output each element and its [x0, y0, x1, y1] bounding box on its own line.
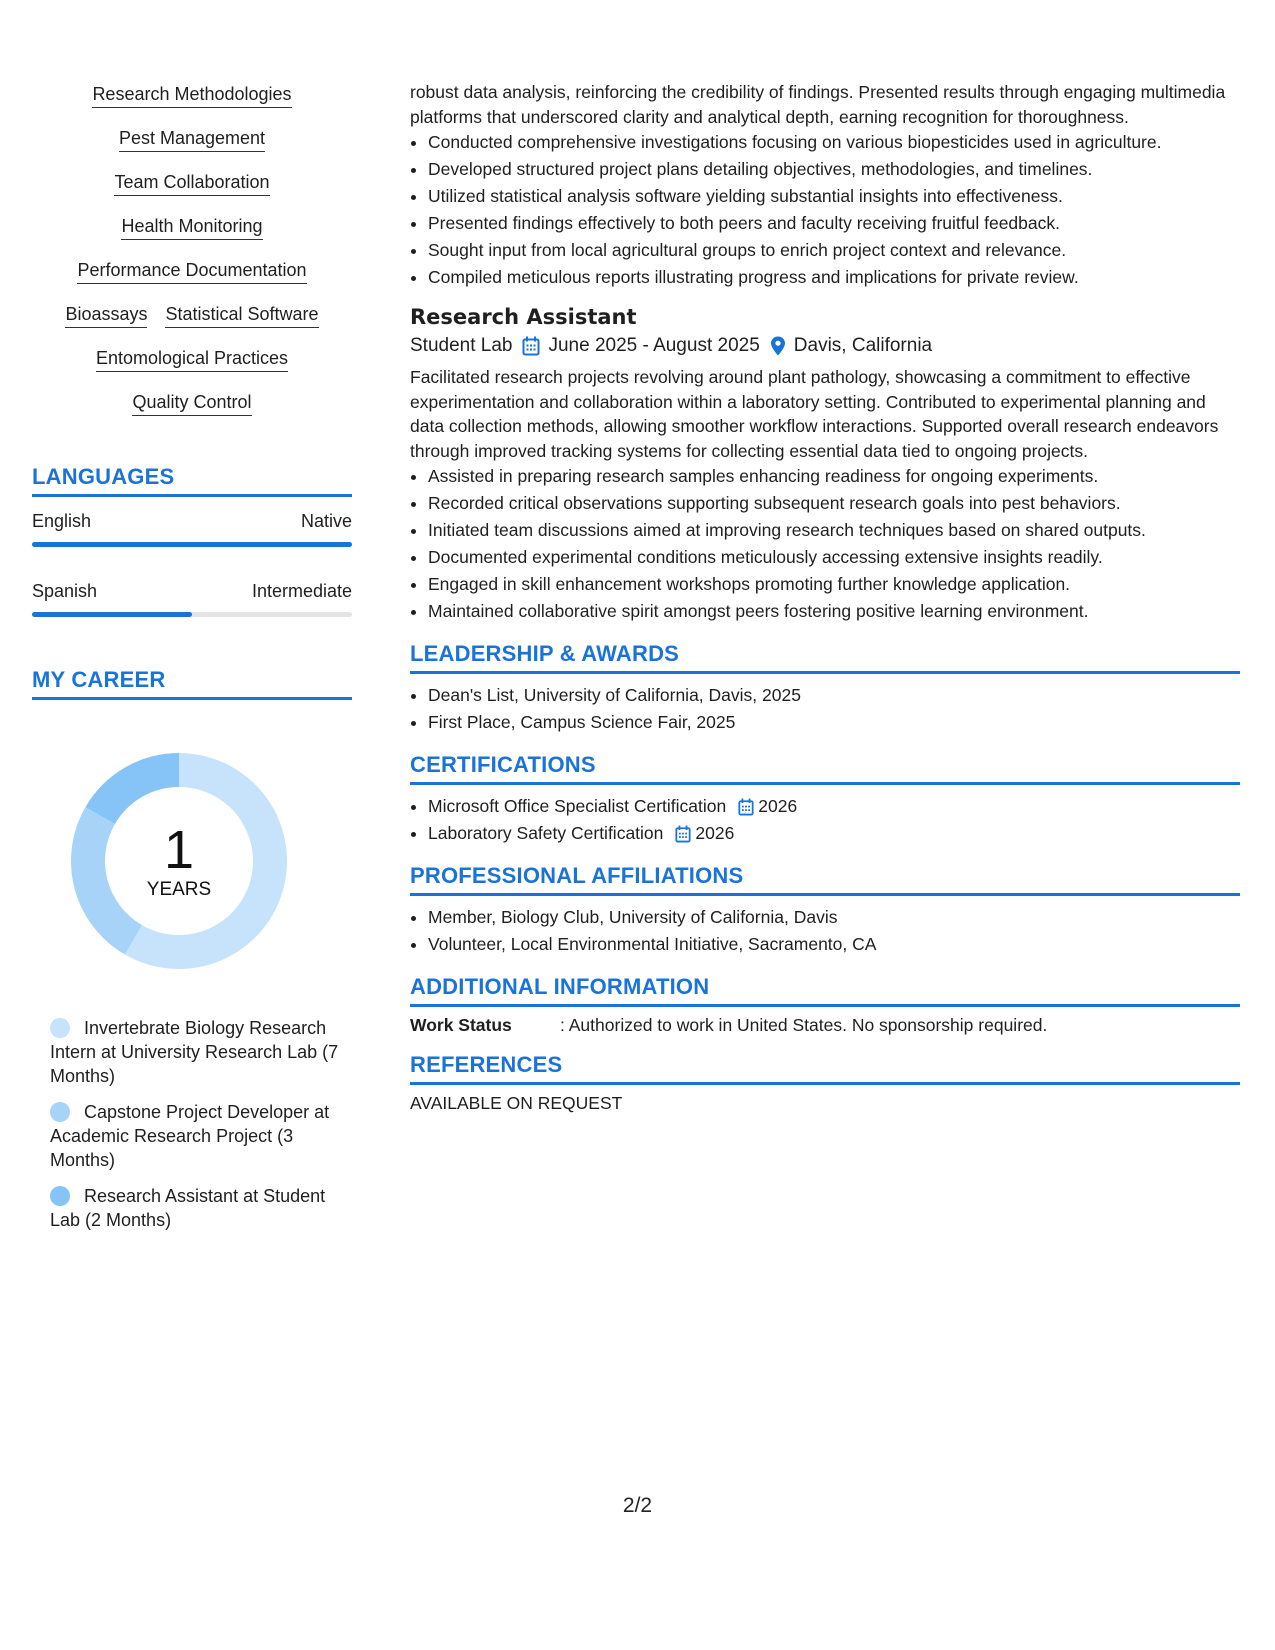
language-item	[32, 511, 352, 547]
languages-section	[32, 464, 352, 617]
experience-bullets	[410, 129, 1240, 291]
career-legend-item: Research Assistant at Student Lab (2 Months)	[50, 1186, 326, 1230]
bullet-item: • Maintained collaborative spirit amongst peers fostering positive learning environment.	[428, 598, 1240, 625]
bullet-item: • Conducted comprehensive investigations focusing on various biopesticides used in agriculture.	[428, 129, 1240, 156]
leadership-section	[410, 641, 1240, 736]
work-status-label: Work Status	[410, 1015, 512, 1035]
certification-year: 2026	[695, 823, 735, 843]
skill-tag: Statistical Software	[165, 304, 318, 328]
work-status-value: : Authorized to work in United States. No sponsorship required.	[560, 1015, 1048, 1035]
bullet-item: • Assisted in preparing research samples enhancing readiness for ongoing experiments.	[428, 463, 1240, 490]
bullet-item: • Presented findings effectively to both peers and faculty receiving fruitful feedback.	[428, 210, 1240, 237]
career-legend-item: Invertebrate Biology Research Intern at University Research Lab (7 Months)	[50, 1018, 339, 1086]
skill-row	[121, 216, 262, 240]
language-list	[32, 511, 352, 617]
career-years-label: YEARS	[146, 879, 212, 900]
language-name: Spanish	[32, 581, 98, 601]
language-bar-fill	[32, 542, 352, 547]
language-name: English	[32, 511, 92, 531]
bullet-item: • Engaged in skill enhancement workshops promoting further knowledge application.	[428, 571, 1240, 598]
additional-info-heading: ADDITIONAL INFORMATION	[410, 974, 1240, 1007]
bullet-item: • Sought input from local agricultural groups to enrich project context and relevance.	[428, 237, 1240, 264]
references-section	[410, 1052, 1240, 1114]
skill-row	[65, 304, 318, 328]
skill-tag: Team Collaboration	[114, 172, 269, 196]
calendar-icon	[522, 336, 540, 356]
certification-year: 2026	[758, 796, 798, 816]
certifications-heading: CERTIFICATIONS	[410, 752, 1240, 785]
affiliation-item: • Volunteer, Local Environmental Initiative, Sacramento, CA	[428, 931, 1240, 958]
skill-tag: Health Monitoring	[121, 216, 262, 240]
language-item	[32, 581, 352, 617]
calendar-icon	[675, 825, 691, 843]
skill-tag: Bioassays	[65, 304, 147, 328]
job-bullets	[410, 463, 1240, 625]
career-donut-chart	[64, 746, 294, 976]
affiliation-item: • Member, Biology Club, University of California, Davis	[428, 904, 1240, 931]
language-level: Native	[300, 511, 352, 531]
certification-item: • Laboratory Safety Certification 2026	[428, 820, 1240, 847]
bullet-item: • Initiated team discussions aimed at improving research techniques based on shared outputs.	[428, 517, 1240, 544]
legend-dot-icon	[50, 1186, 70, 1206]
right-column	[410, 80, 1240, 1114]
affiliations-heading: PROFESSIONAL AFFILIATIONS	[410, 863, 1240, 896]
certification-item: • Microsoft Office Specialist Certification 2026	[428, 793, 1240, 820]
award-item: • First Place, Campus Science Fair, 2025	[428, 709, 1240, 736]
affiliations-section	[410, 863, 1240, 958]
references-heading: REFERENCES	[410, 1052, 1240, 1085]
skills-list	[32, 84, 352, 436]
job-company: Student Lab	[410, 335, 513, 356]
skill-tag: Performance Documentation	[77, 260, 306, 284]
languages-heading: LANGUAGES	[32, 464, 352, 497]
skill-row	[132, 392, 251, 416]
leadership-heading: LEADERSHIP & AWARDS	[410, 641, 1240, 674]
skill-row	[96, 348, 288, 372]
bullet-item: • Utilized statistical analysis software yielding substantial insights into effectiveness.	[428, 183, 1240, 210]
career-years-number: 1	[163, 820, 195, 880]
bullet-item: • Documented experimental conditions meticulously accessing extensive insights readily.	[428, 544, 1240, 571]
skill-tag: Pest Management	[119, 128, 265, 152]
legend-dot-icon	[50, 1018, 70, 1038]
job-location: Davis, California	[793, 335, 933, 356]
additional-info-section	[410, 974, 1240, 1036]
skill-row	[92, 84, 291, 108]
skill-row	[114, 172, 269, 196]
bullet-item: • Recorded critical observations supporting subsequent research goals into pest behaviors.	[428, 490, 1240, 517]
job-dates: June 2025 - August 2025	[548, 335, 760, 356]
job-title: Research Assistant	[410, 305, 637, 329]
language-bar-fill	[32, 612, 192, 617]
skill-row	[119, 128, 265, 152]
skill-tag: Entomological Practices	[96, 348, 288, 372]
page-number: 2/2	[622, 1494, 653, 1517]
bullet-item: • Compiled meticulous reports illustrating progress and implications for private review.	[428, 264, 1240, 291]
references-text: AVAILABLE ON REQUEST	[410, 1093, 623, 1113]
career-section	[32, 667, 352, 1232]
skill-row	[77, 260, 306, 284]
language-bar	[32, 542, 352, 547]
certifications-section	[410, 752, 1240, 847]
legend-dot-icon	[50, 1102, 70, 1122]
language-bar	[32, 612, 352, 617]
career-legend	[50, 1016, 340, 1232]
calendar-icon	[738, 798, 754, 816]
location-pin-icon	[770, 336, 786, 356]
language-level: Intermediate	[251, 581, 352, 601]
left-column	[32, 84, 352, 1244]
bullet-item: • Developed structured project plans detailing objectives, methodologies, and timelines.	[428, 156, 1240, 183]
skill-tag: Research Methodologies	[92, 84, 291, 108]
skill-tag: Quality Control	[132, 392, 251, 416]
experience-description: robust data analysis, reinforcing the credibility of findings. Presented results through engaging multimedia platforms that underscored clarity and analytical depth, earning recognition for thoroughness.	[410, 82, 1226, 127]
work-status-row	[410, 1015, 1240, 1036]
job-meta	[410, 335, 1240, 357]
career-legend-item: Capstone Project Developer at Academic Research Project (3 Months)	[50, 1102, 330, 1170]
job-description: Facilitated research projects revolving around plant pathology, showcasing a commitment to effective experimentation and collaboration within a laboratory setting. Contributed to experimental planning and data collection methods, allowing smoother workflow interactions. Supported overall research endeavors through improved tracking systems for collecting essential data tied to ongoing projects.	[410, 367, 1219, 461]
career-heading: MY CAREER	[32, 667, 352, 700]
award-item: • Dean's List, University of California, Davis, 2025	[428, 682, 1240, 709]
